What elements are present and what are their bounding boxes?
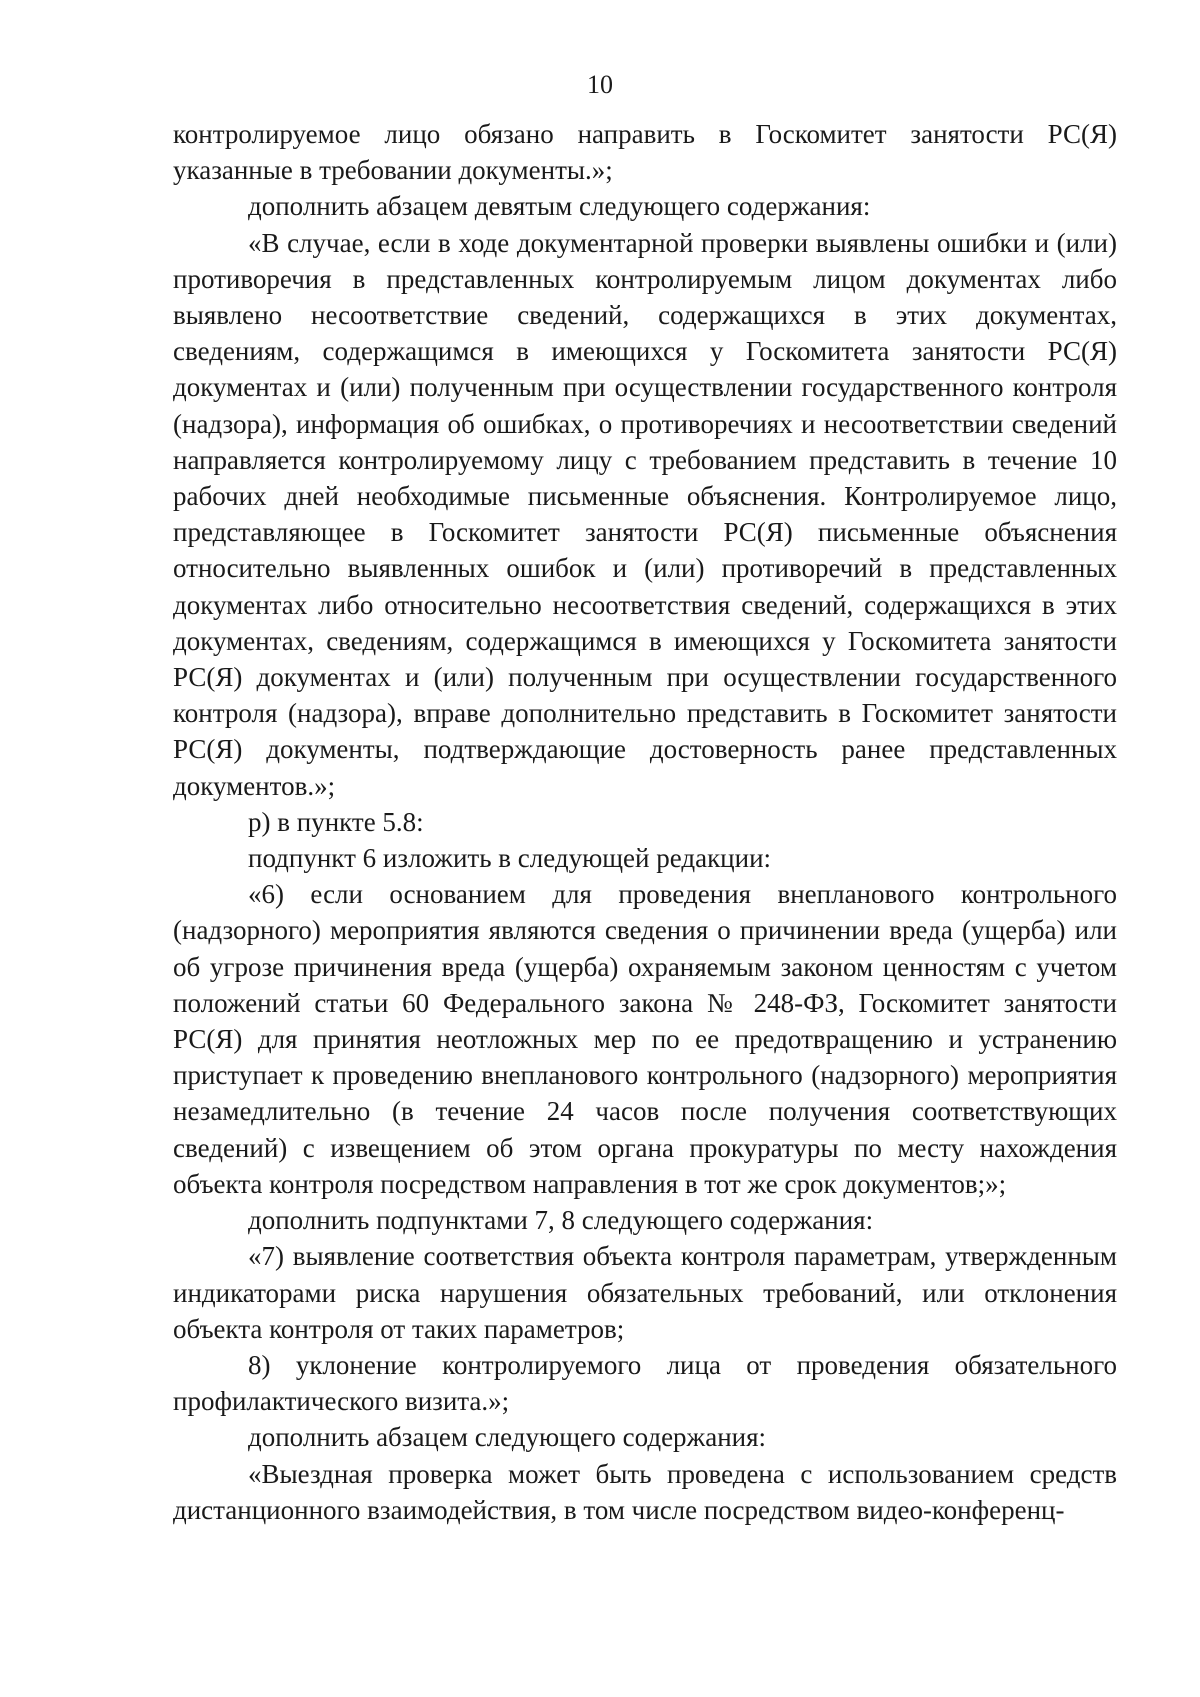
paragraph: подпункт 6 изложить в следующей редакции: — [248, 843, 772, 874]
paragraph: контролируемое лицо обязано направить в Госкомитет занятости РС(Я) указанные в требовании документы.»; — [173, 119, 1117, 186]
paragraph: дополнить подпунктами 7, 8 следующего содержания: — [248, 1205, 874, 1236]
paragraph: дополнить абзацем следующего содержания: — [248, 1422, 767, 1453]
paragraph: р) в пункте 5.8: — [248, 806, 424, 837]
paragraph: «6) если основанием для проведения внепланового контрольного (надзорного) мероприятия являются сведения о причинении вреда (ущерба) или об угрозе причинения вреда (ущерба) охраняемым законом ценностям с учетом положений статьи 60 Федерального закона № 248-ФЗ, Госкомитет занятости РС(Я) для принятия неотложных мер по ее предотвращению и устранению приступает к проведению внепланового контрольного (надзорного) мероприятия незамедлительно (в течение 24 часов после получения соответствующих сведений) с извещением об этом органа прокуратуры по месту нахождения объекта контроля посредством направления в тот же срок документов;»; — [173, 879, 1117, 1199]
paragraph: 8) уклонение контролируемого лица от проведения обязательного профилактического визита.»; — [173, 1349, 1117, 1417]
document-body — [173, 116, 1117, 1528]
paragraph: «Выездная проверка может быть проведена с использованием средств дистанционного взаимодействия, в том числе посредством видео-конференц- — [173, 1458, 1117, 1525]
page-number: 10 — [587, 70, 613, 99]
paragraph: «7) выявление соответствия объекта контроля параметрам, утвержденным индикаторами риска нарушения обязательных требований, или отклонения объекта контроля от таких параметров; — [173, 1241, 1117, 1344]
paragraph: дополнить абзацем девятым следующего содержания: — [248, 191, 871, 222]
paragraph: «В случае, если в ходе документарной проверки выявлены ошибки и (или) противоречия в представленных контролируемым лицом документах либо выявлено несоответствие сведений, содержащихся в этих документах, сведениям, содержащимся в имеющихся у Госкомитета занятости РС(Я) документах и (или) полученным при осуществлении государственного контроля (надзора), информация об ошибках, о противоречиях и несоответствии сведений направляется контролируемому лицу с требованием представить в течение 10 рабочих дней необходимые письменные объяснения. Контролируемое лицо, представляющее в Госкомитет занятости РС(Я) письменные объяснения относительно выявленных ошибок и (или) противоречий в представленных документах либо относительно несоответствия сведений, содержащихся в этих документах, сведениям, содержащимся в имеющихся у Госкомитета занятости РС(Я) документах и (или) полученным при осуществлении государственного контроля (надзора), вправе дополнительно представить в Госкомитет занятости РС(Я) документы, подтверждающие достоверность ранее представленных документов.»; — [173, 227, 1117, 801]
